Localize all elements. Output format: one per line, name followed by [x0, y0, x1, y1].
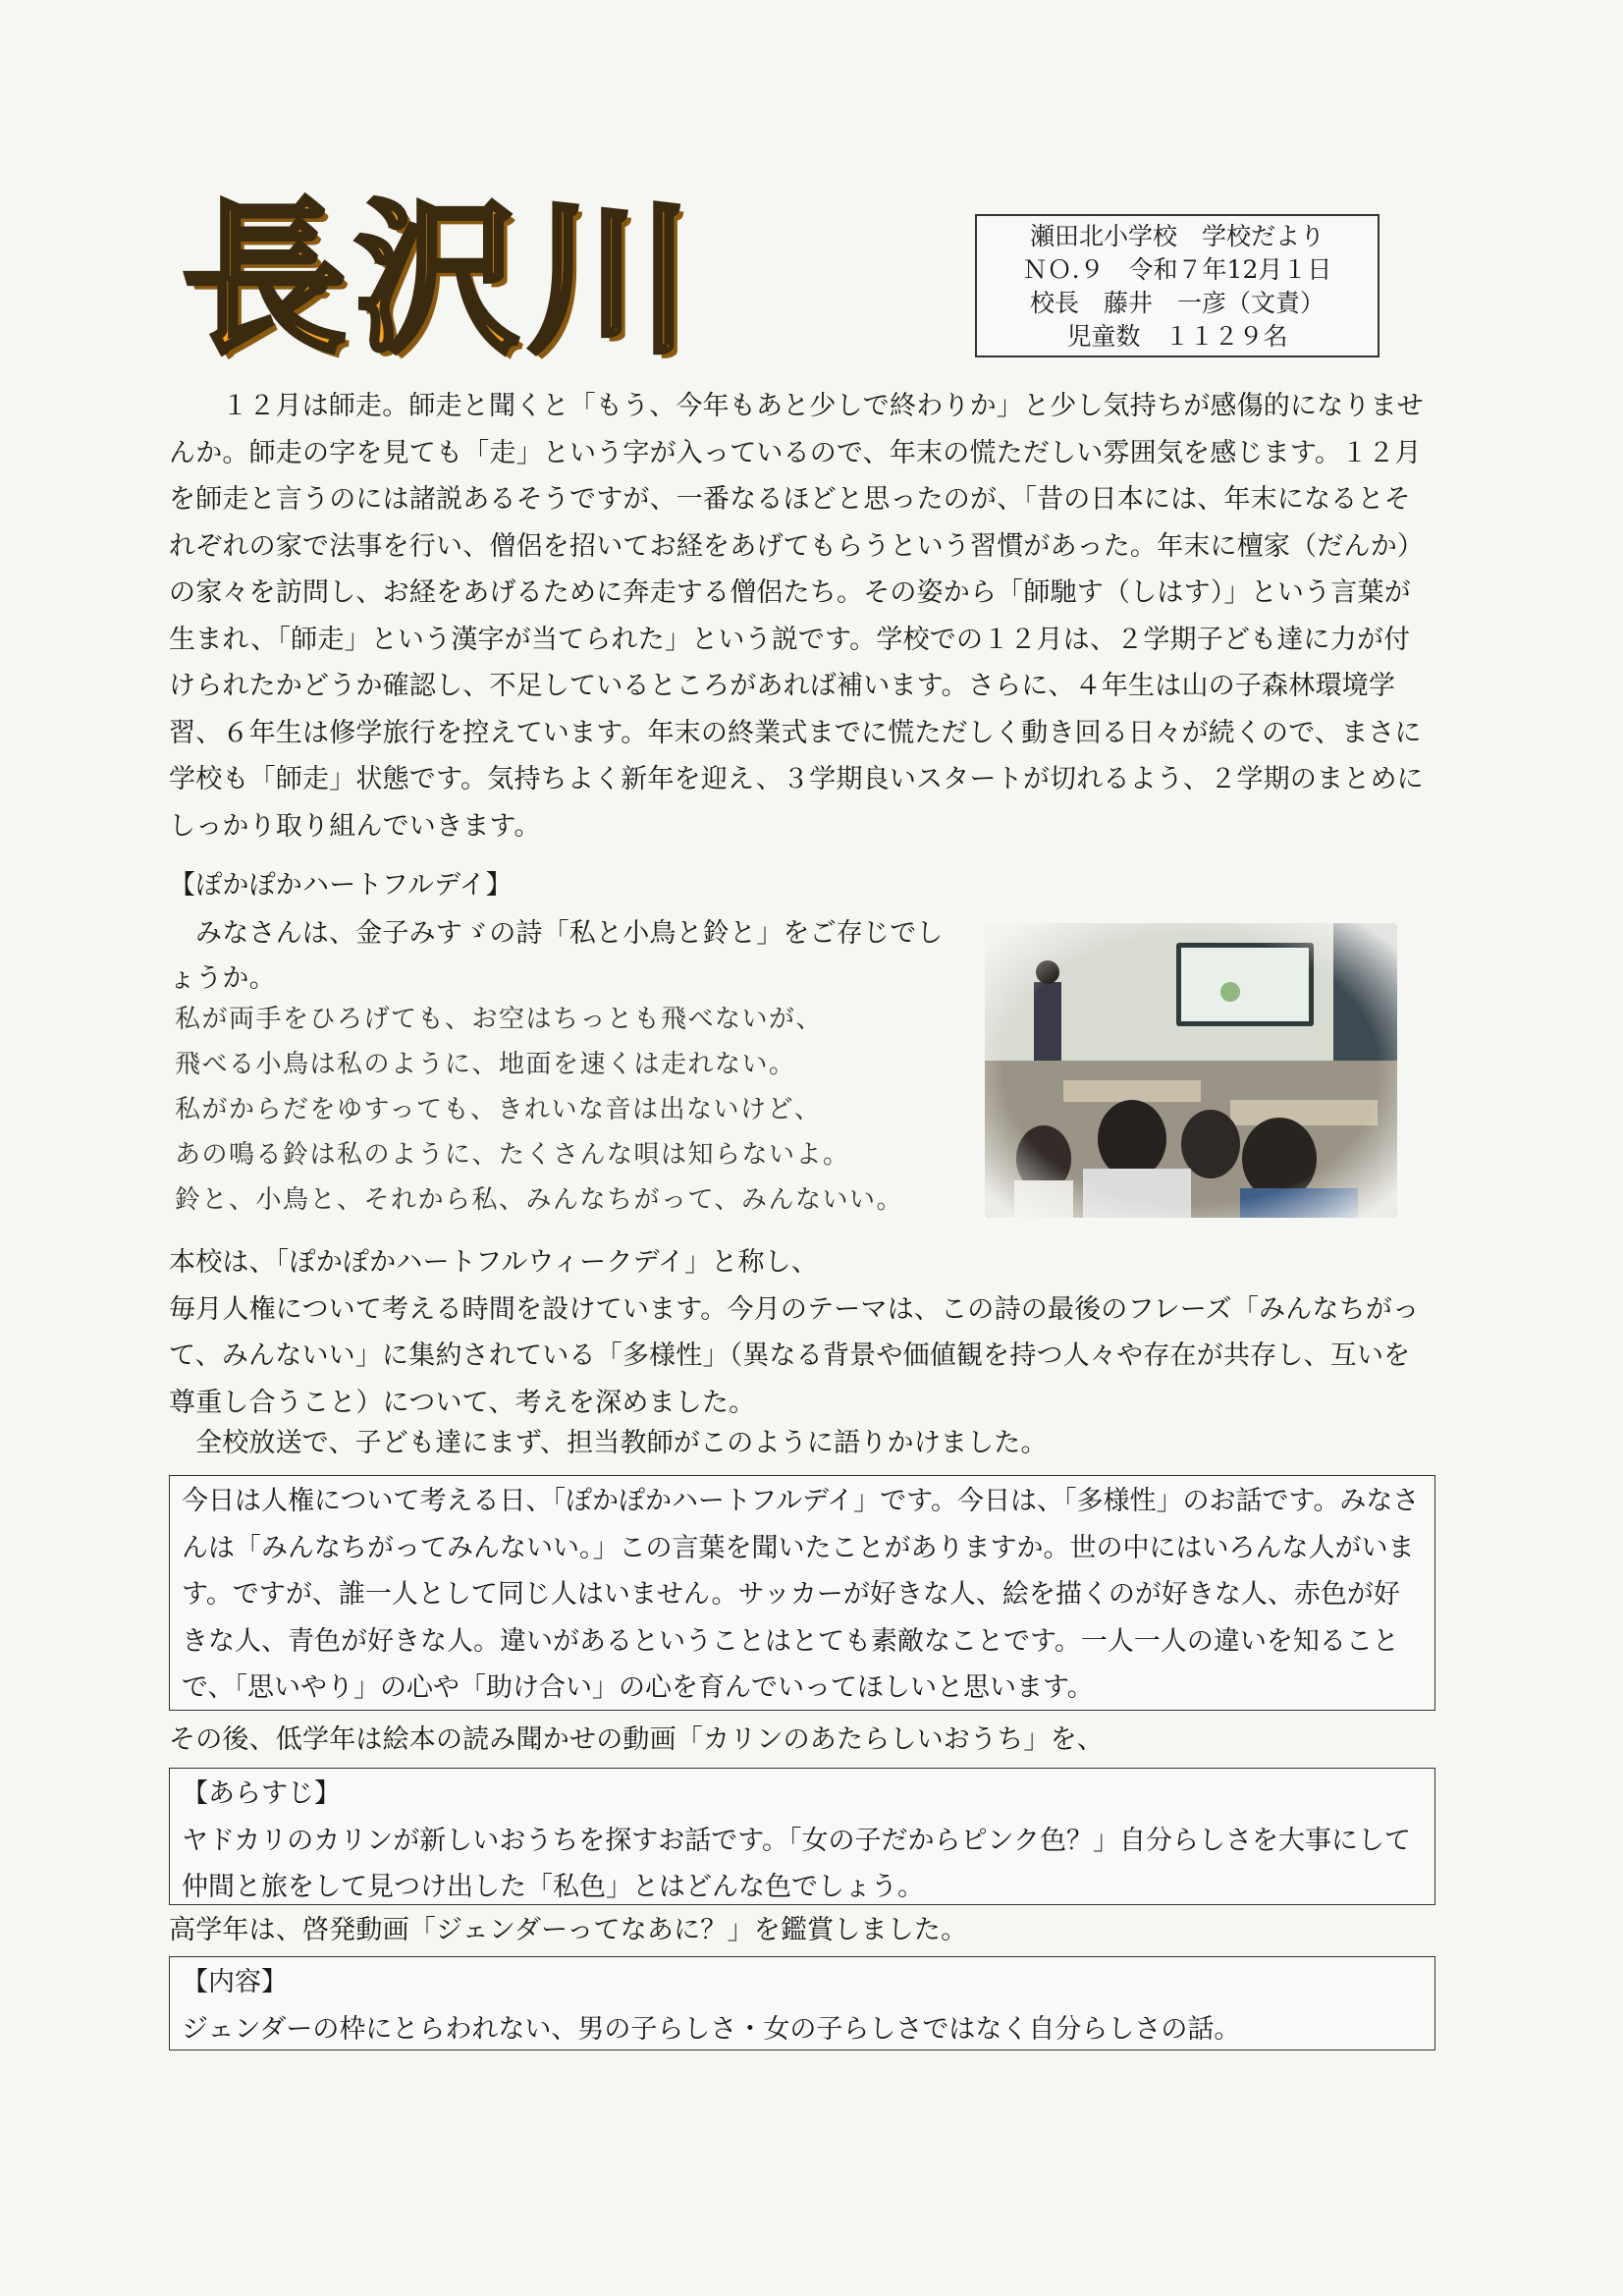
masthead-title: 長沢川	[182, 184, 700, 376]
content-box	[169, 1956, 1435, 2050]
poem	[175, 997, 921, 1223]
section-heading: 【ぽかぽかハートフルデイ】	[169, 870, 513, 901]
upper-grade-line: 高学年は、啓発動画「ジェンダーってなあに？」を鑑賞しました。	[169, 1915, 968, 1945]
body-line-2: 毎月人権について考える時間を設けています。今月のテーマは、この詩の最後のフレーズ「みんなちがって、みんないい」に集約されている「多様性」（異なる背景や価値観を持つ人々や存在が共存し、互いを尊重し合うこと）について、考えを深めました。	[169, 1293, 1420, 1418]
synopsis-box	[169, 1768, 1435, 1905]
synopsis-label: 【あらすじ】	[182, 1778, 341, 1809]
principal-name: 校長 藤井 一彦（文責）	[1029, 289, 1325, 317]
poem-line: あの鳴る鈴は私のように、たくさんな唄は知らないよ。	[175, 1140, 850, 1170]
school-info-box	[975, 214, 1380, 357]
broadcast-line: 全校放送で、子ども達にまず、担当教師がこのように語りかけました。	[195, 1428, 1048, 1458]
after-line: その後、低学年は絵本の読み聞かせの動画「カリンのあたらしいおうち」を、	[169, 1724, 1104, 1755]
speech-text: 今日は人権について考える日、「ぽかぽかハートフルデイ」です。今日は、「多様性」のお話です。みなさんは「みんなちがってみんないい。」この言葉を聞いたことがありますか。世の中にはいろんな人がいます。ですが、誰一人として同じ人はいません。サッカーが好きな人、絵を描くのが好きな人、赤色が好きな人、青色が好きな人。違いがあるということはとても素敵なことです。一人一人の違いを知ることで、「思いやり」の心や「助け合い」の心を育んでいってほしいと思います。	[182, 1486, 1420, 1703]
school-name: 瀬田北小学校 学校だより	[1029, 222, 1325, 250]
body-line-1: 本校は、「ぽかぽかハートフルウィークデイ」と称し、	[169, 1247, 819, 1278]
synopsis-text: ヤドカリのカリンが新しいおうちを探すお話です。「女の子だからピンク色？」自分らしさを大事にして仲間と旅をして見つけ出した「私色」とはどんな色でしょう。	[182, 1825, 1411, 1902]
poem-intro: みなさんは、金子みすゞの詩「私と小鳥と鈴と」をご存じでしょうか。	[169, 918, 944, 994]
classroom-photo-illustration	[985, 923, 1397, 1218]
content-text: ジェンダーの枠にとらわれない、男の子らしさ・女の子らしさではなく自分らしさの話。	[182, 2013, 1241, 2045]
student-count: 児童数 １１２９名	[1066, 322, 1288, 351]
intro-paragraph: １２月は師走。師走と聞くと「もう、今年もあと少しで終わりか」と少し気持ちが感傷的になりませんか。師走の字を見ても「走」という字が入っているので、年末の慌ただしい雰囲気を感じます。１２月を師走と言うのには諸説あるそうですが、一番なるほどと思ったのが、「昔の日本には、年末になるとそれぞれの家で法事を行い、僧侶を招いてお経をあげてもらうという習慣があった。年末に檀家（だんか）の家々を訪問し、お経をあげるために奔走する僧侶たち。その姿から「師馳す（しはす）」という言葉が生まれ、「師走」という漢字が当てられた」という説です。学校での１２月は、２学期子ども達に力が付けられたかどうか確認し、不足しているところがあれば補います。さらに、４年生は山の子森林環境学習、６年生は修学旅行を控えています。年末の終業式までに慌ただしく動き回る日々が続くので、まさに学校も「師走」状態です。気持ちよく新年を迎え、３学期良いスタートが切れるよう、２学期のまとめにしっかり取り組んでいきます。	[169, 391, 1425, 842]
body-paragraph	[169, 1239, 1435, 1426]
poem-line: 私が両手をひろげても、お空はちっとも飛べないが、	[175, 1005, 824, 1034]
classroom-photo	[985, 923, 1397, 1218]
poem-line: 飛べる小鳥は私のように、地面を速くは走れない。	[175, 1050, 796, 1079]
speech-box	[169, 1475, 1435, 1711]
poem-line: 私がからだをゆすっても、きれいな音は出ないけど、	[175, 1095, 822, 1124]
content-label: 【内容】	[182, 1967, 288, 1997]
poem-line: 鈴と、小鳥と、それから私、みんなちがって、みんないい。	[175, 1185, 903, 1215]
issue-date: ＮＯ.９ 令和７年12月１日	[1022, 255, 1332, 284]
